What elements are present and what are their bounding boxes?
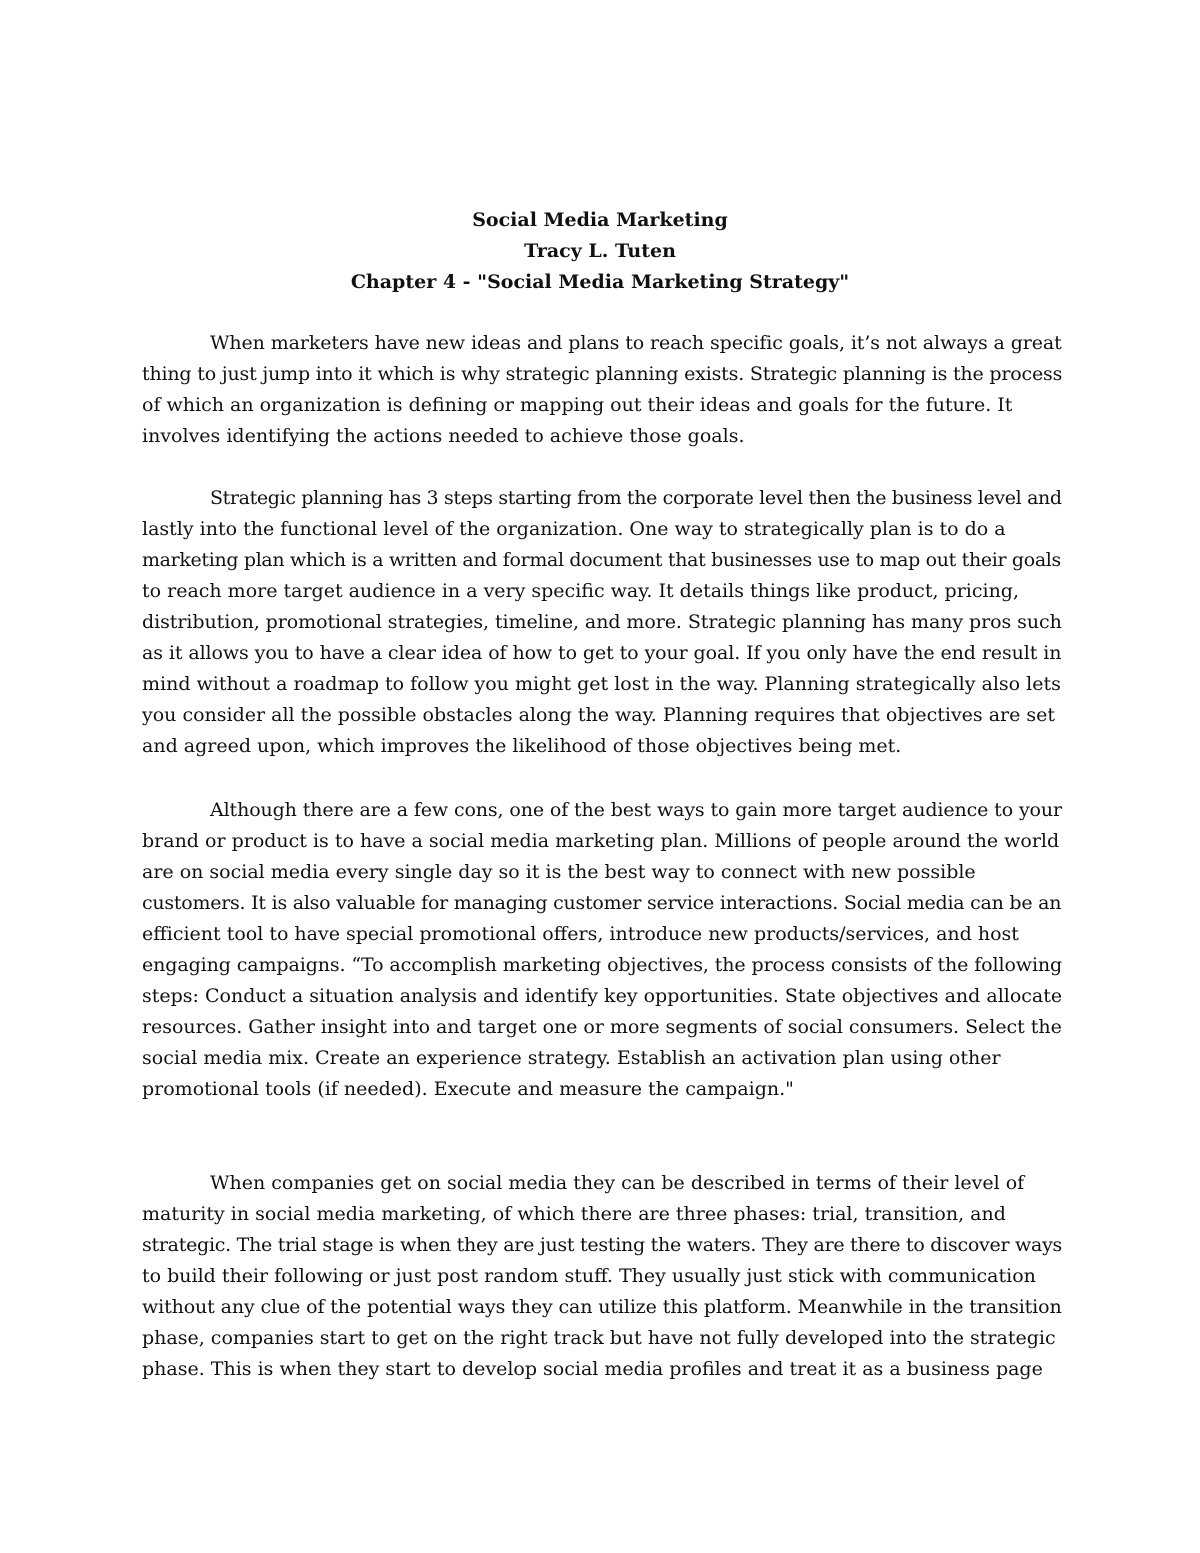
- paragraph-line: distribution, promotional strategies, timeline, and more. Strategic planning has many pros such: [142, 611, 1062, 633]
- paragraph-line: marketing plan which is a written and formal document that businesses use to map out their goals: [142, 549, 1061, 571]
- paragraph-line: customers. It is also valuable for managing customer service interactions. Social media can be an: [142, 892, 1062, 914]
- paragraph-line: brand or product is to have a social media marketing plan. Millions of people around the world: [142, 830, 1060, 852]
- paragraph-line: and agreed upon, which improves the likelihood of those objectives being met.: [142, 735, 902, 757]
- paragraph-line: promotional tools (if needed). Execute and measure the campaign.": [142, 1078, 794, 1100]
- paragraph-2: [142, 483, 1062, 762]
- document-author: Tracy L. Tuten: [524, 240, 676, 262]
- paragraph-4: [142, 1168, 1062, 1385]
- paragraph-line: without any clue of the potential ways they can utilize this platform. Meanwhile in the transition: [142, 1296, 1062, 1318]
- paragraph-line: thing to just jump into it which is why strategic planning exists. Strategic planning is the process: [142, 363, 1063, 385]
- paragraph-line: Strategic planning has 3 steps starting from the corporate level then the business level and: [210, 487, 1062, 509]
- paragraph-line: Although there are a few cons, one of the best ways to gain more target audience to your: [210, 799, 1062, 821]
- paragraph-line: When marketers have new ideas and plans to reach specific goals, it’s not always a great: [210, 332, 1062, 354]
- paragraph-line: When companies get on social media they can be described in terms of their level of: [210, 1172, 1025, 1194]
- paragraph-line: efficient tool to have special promotional offers, introduce new products/services, and host: [142, 923, 1019, 945]
- paragraph-line: resources. Gather insight into and target one or more segments of social consumers. Select the: [142, 1016, 1062, 1038]
- paragraph-line: involves identifying the actions needed to achieve those goals.: [142, 425, 745, 447]
- paragraph-line: to build their following or just post random stuff. They usually just stick with communication: [142, 1265, 1036, 1287]
- document-title: Social Media Marketing: [472, 209, 728, 231]
- paragraph-line: of which an organization is defining or mapping out their ideas and goals for the future. It: [142, 394, 1013, 416]
- document-header: [0, 205, 1200, 298]
- paragraph-line: phase, companies start to get on the right track but have not fully developed into the strategic: [142, 1327, 1056, 1349]
- paragraph-line: engaging campaigns. “To accomplish marketing objectives, the process consists of the following: [142, 954, 1063, 976]
- paragraph-line: strategic. The trial stage is when they are just testing the waters. They are there to discover ways: [142, 1234, 1063, 1256]
- paragraph-line: you consider all the possible obstacles along the way. Planning requires that objectives are set: [142, 704, 1056, 726]
- paragraph-line: to reach more target audience in a very specific way. It details things like product, pricing,: [142, 580, 1020, 602]
- paragraph-1: [142, 328, 1062, 452]
- paragraph-line: maturity in social media marketing, of which there are three phases: trial, transition, and: [142, 1203, 1006, 1225]
- paragraph-line: steps: Conduct a situation analysis and identify key opportunities. State objectives and allocate: [142, 985, 1063, 1007]
- paragraph-line: mind without a roadmap to follow you might get lost in the way. Planning strategically also lets: [142, 673, 1061, 695]
- paragraph-line: phase. This is when they start to develop social media profiles and treat it as a business page: [142, 1358, 1043, 1380]
- paragraph-line: social media mix. Create an experience strategy. Establish an activation plan using other: [142, 1047, 1001, 1069]
- paragraph-line: as it allows you to have a clear idea of how to get to your goal. If you only have the end result in: [142, 642, 1062, 664]
- chapter-heading: Chapter 4 - "Social Media Marketing Strategy": [350, 271, 850, 293]
- paragraph-3: [142, 795, 1062, 1105]
- paragraph-line: lastly into the functional level of the organization. One way to strategically plan is to do a: [142, 518, 1006, 540]
- paragraph-line: are on social media every single day so it is the best way to connect with new possible: [142, 861, 976, 883]
